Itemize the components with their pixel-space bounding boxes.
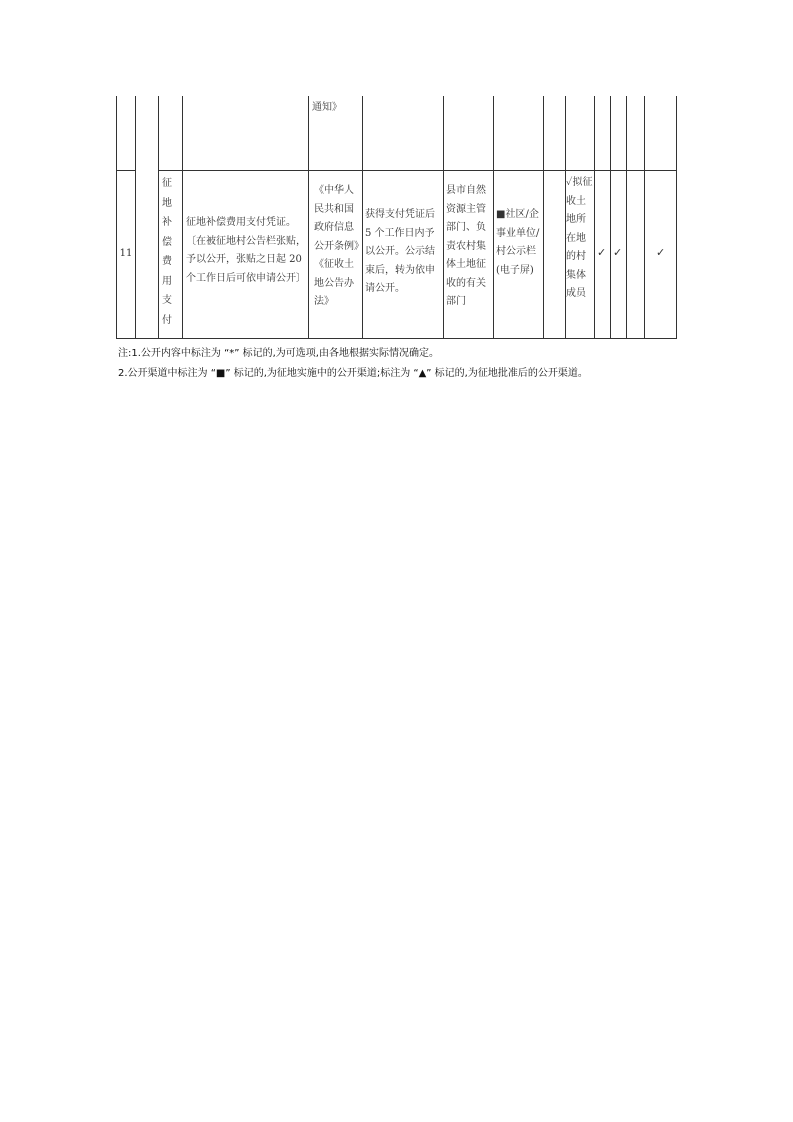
grid-line	[626, 96, 627, 339]
legal-basis: 《中华人民共和国政府信息公开条例》《征收土地公告办法》	[314, 185, 359, 307]
grid-line	[443, 96, 444, 339]
note-2: 2.公开渠道中标注为 “■” 标记的,为征地实施中的公开渠道;标注为 “▲” 标记的,为征地批准后的公开渠道。	[118, 368, 588, 379]
note-1: 注:1.公开内容中标注为 “*” 标记的,为可选项,由各地根据实际情况确定。	[118, 348, 439, 359]
grid-line	[610, 96, 611, 339]
grid-line	[158, 170, 677, 171]
disclosure-scope: ✓拟征收土地所在地的村集体成员	[566, 177, 593, 299]
grid-line	[644, 96, 645, 339]
disclosure-channel: ■社区/企事业单位/村公示栏(电子屏)	[496, 209, 540, 276]
disclosure-time-limit: 获得支付凭证后 5 个工作日内予以公开。公示结束后，转为依申请公开。	[365, 209, 435, 294]
disclosure-subject: 县市自然资源主管部门、负责农村集体土地征收的有关部门	[446, 185, 486, 307]
grid-line	[543, 96, 544, 339]
grid-line	[135, 96, 136, 339]
disclosure-content: 征地补偿费用支付凭证。〔在被征地村公告栏张贴，予以公开，张贴之日起 20 个工作日后可依申请公开〕	[186, 217, 306, 284]
row-number: 11	[119, 248, 133, 259]
check-mark: ✓	[597, 246, 607, 259]
grid-line	[116, 170, 135, 171]
grid-line	[493, 96, 494, 339]
item-name: 征地补偿费用支付	[162, 178, 172, 326]
grid-line	[594, 96, 595, 339]
prev-row-basis: 通知》	[312, 102, 342, 113]
check-mark: ✓	[613, 246, 623, 259]
grid-line	[158, 96, 159, 339]
check-mark: ✓	[656, 246, 666, 259]
grid-line	[116, 96, 117, 339]
grid-line	[308, 96, 309, 339]
grid-line	[676, 96, 677, 339]
grid-line	[182, 96, 183, 339]
grid-line	[116, 338, 677, 339]
grid-line	[362, 96, 363, 339]
disclosure-table	[116, 96, 677, 339]
